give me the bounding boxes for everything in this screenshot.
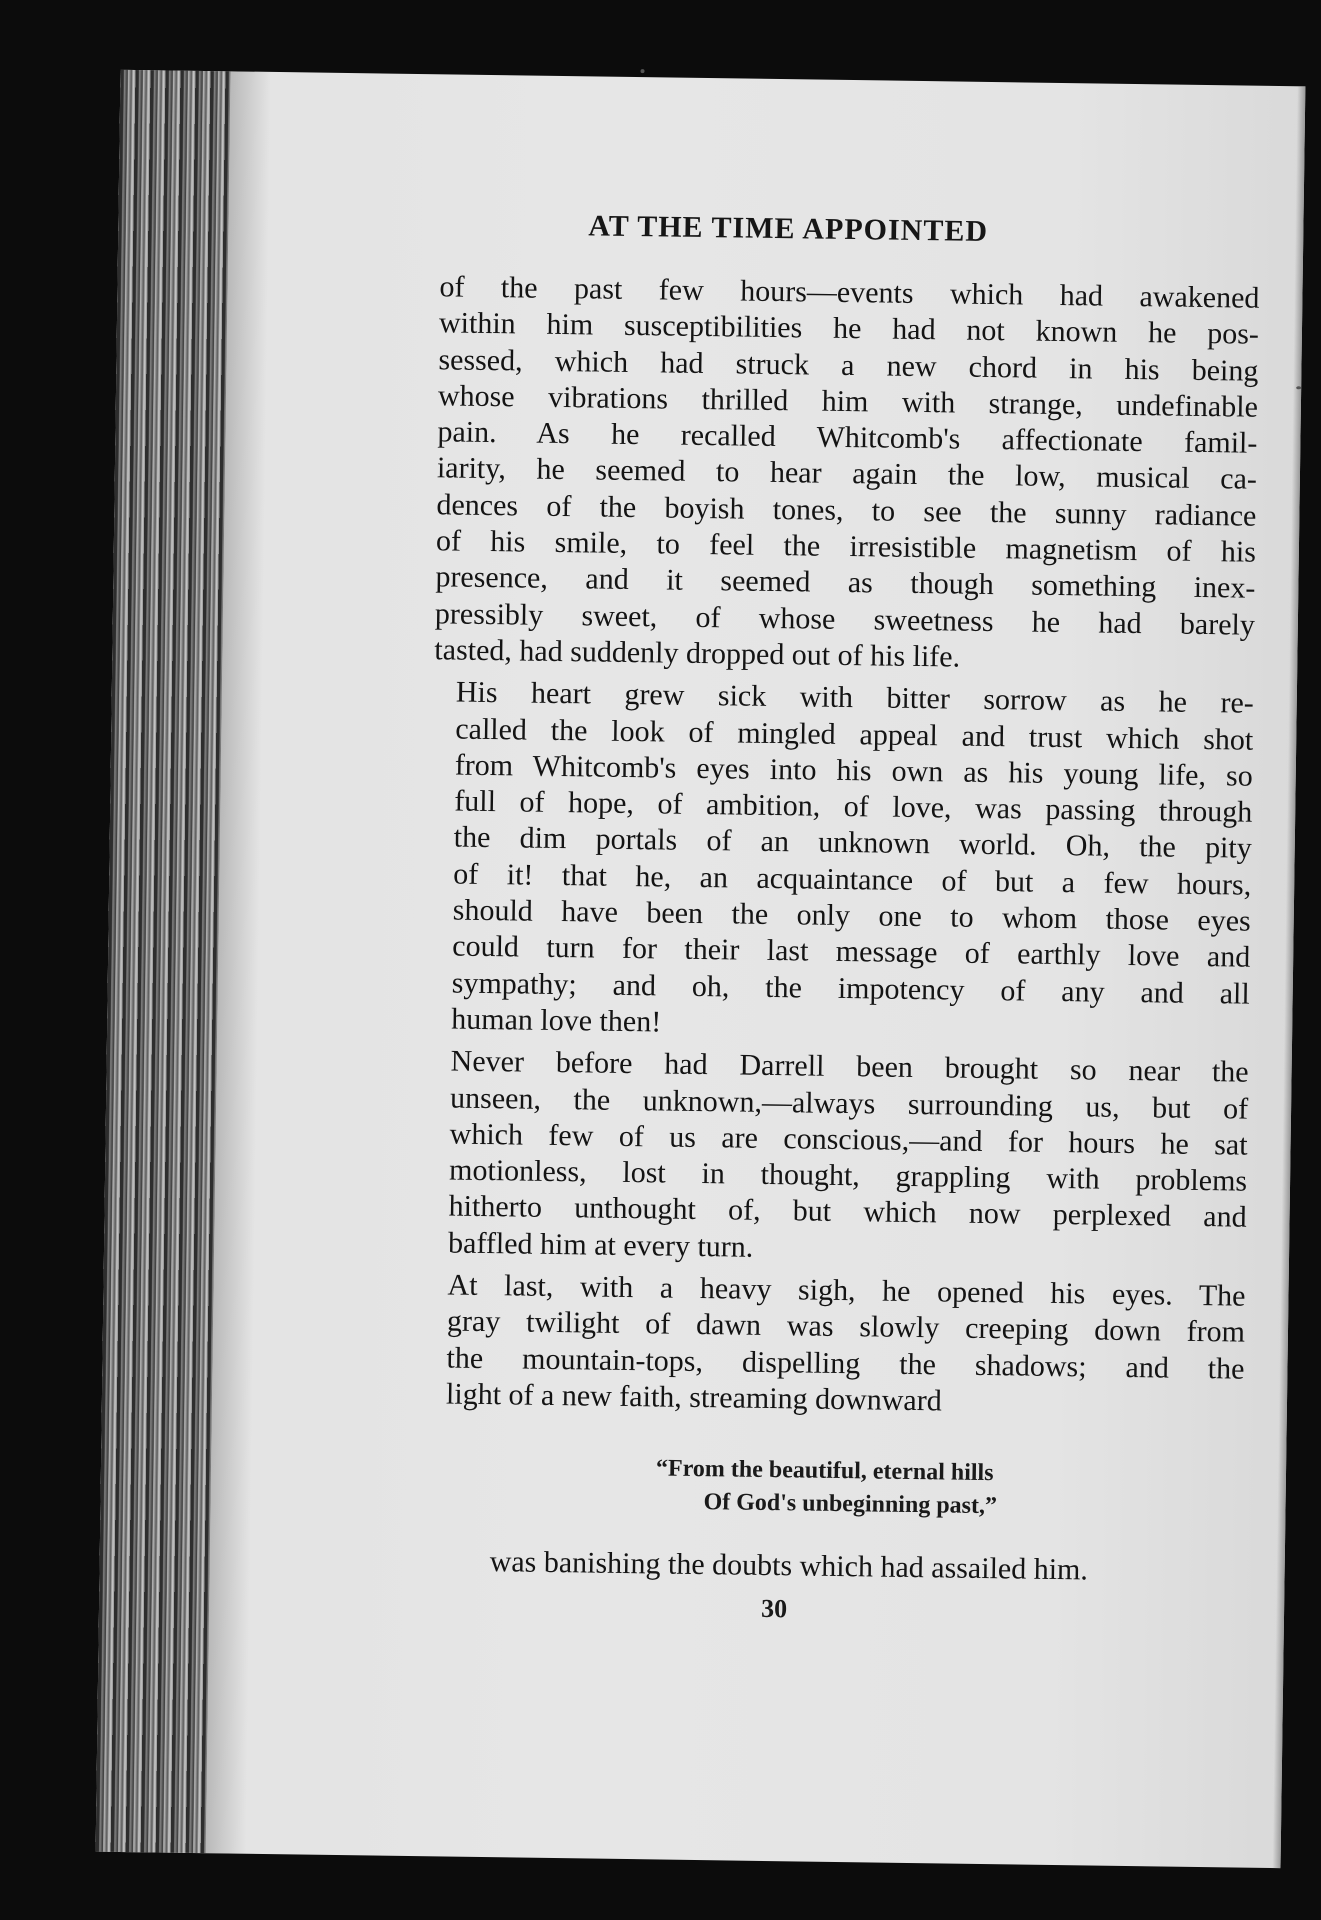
text-line: pressibly sweet, of whose sweetness he had barely xyxy=(434,596,1256,642)
text-line: the dim portals of an unknown world. Oh, the pity xyxy=(453,820,1252,866)
dust-speck xyxy=(1296,386,1301,389)
text-line: presence, and it seemed as though something inex- xyxy=(435,560,1256,606)
paragraph xyxy=(424,1267,1246,1424)
text-line: hitherto unthought of, but which now perplexed and xyxy=(448,1189,1247,1235)
text-line: of his smile, to feel the irresistible magnetism of his xyxy=(435,524,1257,569)
text-line: of the past few hours—events which had awakened xyxy=(439,270,1260,315)
verse-quotation xyxy=(655,1452,997,1523)
text-line: His heart grew sick with bitter sorrow as he re- xyxy=(455,675,1254,720)
paragraph xyxy=(426,1043,1249,1272)
text-line: should have been the only one to whom those eyes xyxy=(452,893,1251,938)
text-line: which few of us are conscious,—and for hours he sat xyxy=(449,1117,1248,1162)
quote-line-1: “From the beautiful, eternal hills xyxy=(655,1455,994,1487)
book-page xyxy=(96,70,1306,1868)
text-line: iarity, he seemed to hear again the low, musical ca- xyxy=(436,451,1258,497)
text-line: the mountain-tops, dispelling the shadows; and the xyxy=(446,1341,1245,1386)
dust-speck xyxy=(641,69,645,73)
page-number: 30 xyxy=(760,1593,788,1624)
text-line: sessed, which had struck a new chord in his being xyxy=(438,342,1259,388)
text-line: human love then! xyxy=(451,1002,662,1039)
text-line: motionless, lost in thought, grappling with problems xyxy=(448,1153,1248,1198)
text-line: from Whitcomb's eyes into his own as his young life, so xyxy=(454,748,1253,793)
text-line: sympathy; and oh, the impotency of any and all xyxy=(451,966,1250,1011)
text-line: within him susceptibilities he had not known he pos- xyxy=(438,306,1260,352)
running-header: AT THE TIME APPOINTED xyxy=(588,209,989,248)
text-line: called the look of mingled appeal and trust which shot xyxy=(455,712,1254,757)
text-line: full of hope, of ambition, of love, was passing through xyxy=(454,784,1253,829)
body-text xyxy=(424,269,1260,1430)
text-line: dences of the boyish tones, to see the sunny radiance xyxy=(436,488,1257,533)
text-line: At last, with a heavy sigh, he opened his eyes. The xyxy=(447,1268,1246,1313)
text-line: whose vibrations thrilled him with strange, undefinable xyxy=(437,379,1259,424)
closing-line: was banishing the doubts which had assailed him. xyxy=(489,1545,1089,1587)
text-line: light of a new faith, streaming downward xyxy=(445,1377,942,1418)
text-line: Never before had Darrell been brought so near the xyxy=(450,1044,1249,1089)
text-line: pain. As he recalled Whitcomb's affectionate famil- xyxy=(437,415,1258,460)
text-line: gray twilight of dawn was slowly creeping down from xyxy=(446,1304,1246,1349)
text-line: tasted, had suddenly dropped out of his life. xyxy=(434,633,961,674)
text-line: baffled him at every turn. xyxy=(447,1226,754,1264)
paragraph xyxy=(434,269,1259,680)
text-line: could turn for their last message of earthly love and xyxy=(452,929,1251,975)
text-line: unseen, the unknown,—always surrounding us, but of xyxy=(449,1081,1249,1126)
paragraph xyxy=(429,675,1254,1049)
page-right-edge xyxy=(1273,86,1306,1868)
quote-line-2: Of God's unbeginning past,” xyxy=(703,1489,998,1520)
text-line: of it! that he, an acquaintance of but a few hours, xyxy=(453,857,1252,902)
